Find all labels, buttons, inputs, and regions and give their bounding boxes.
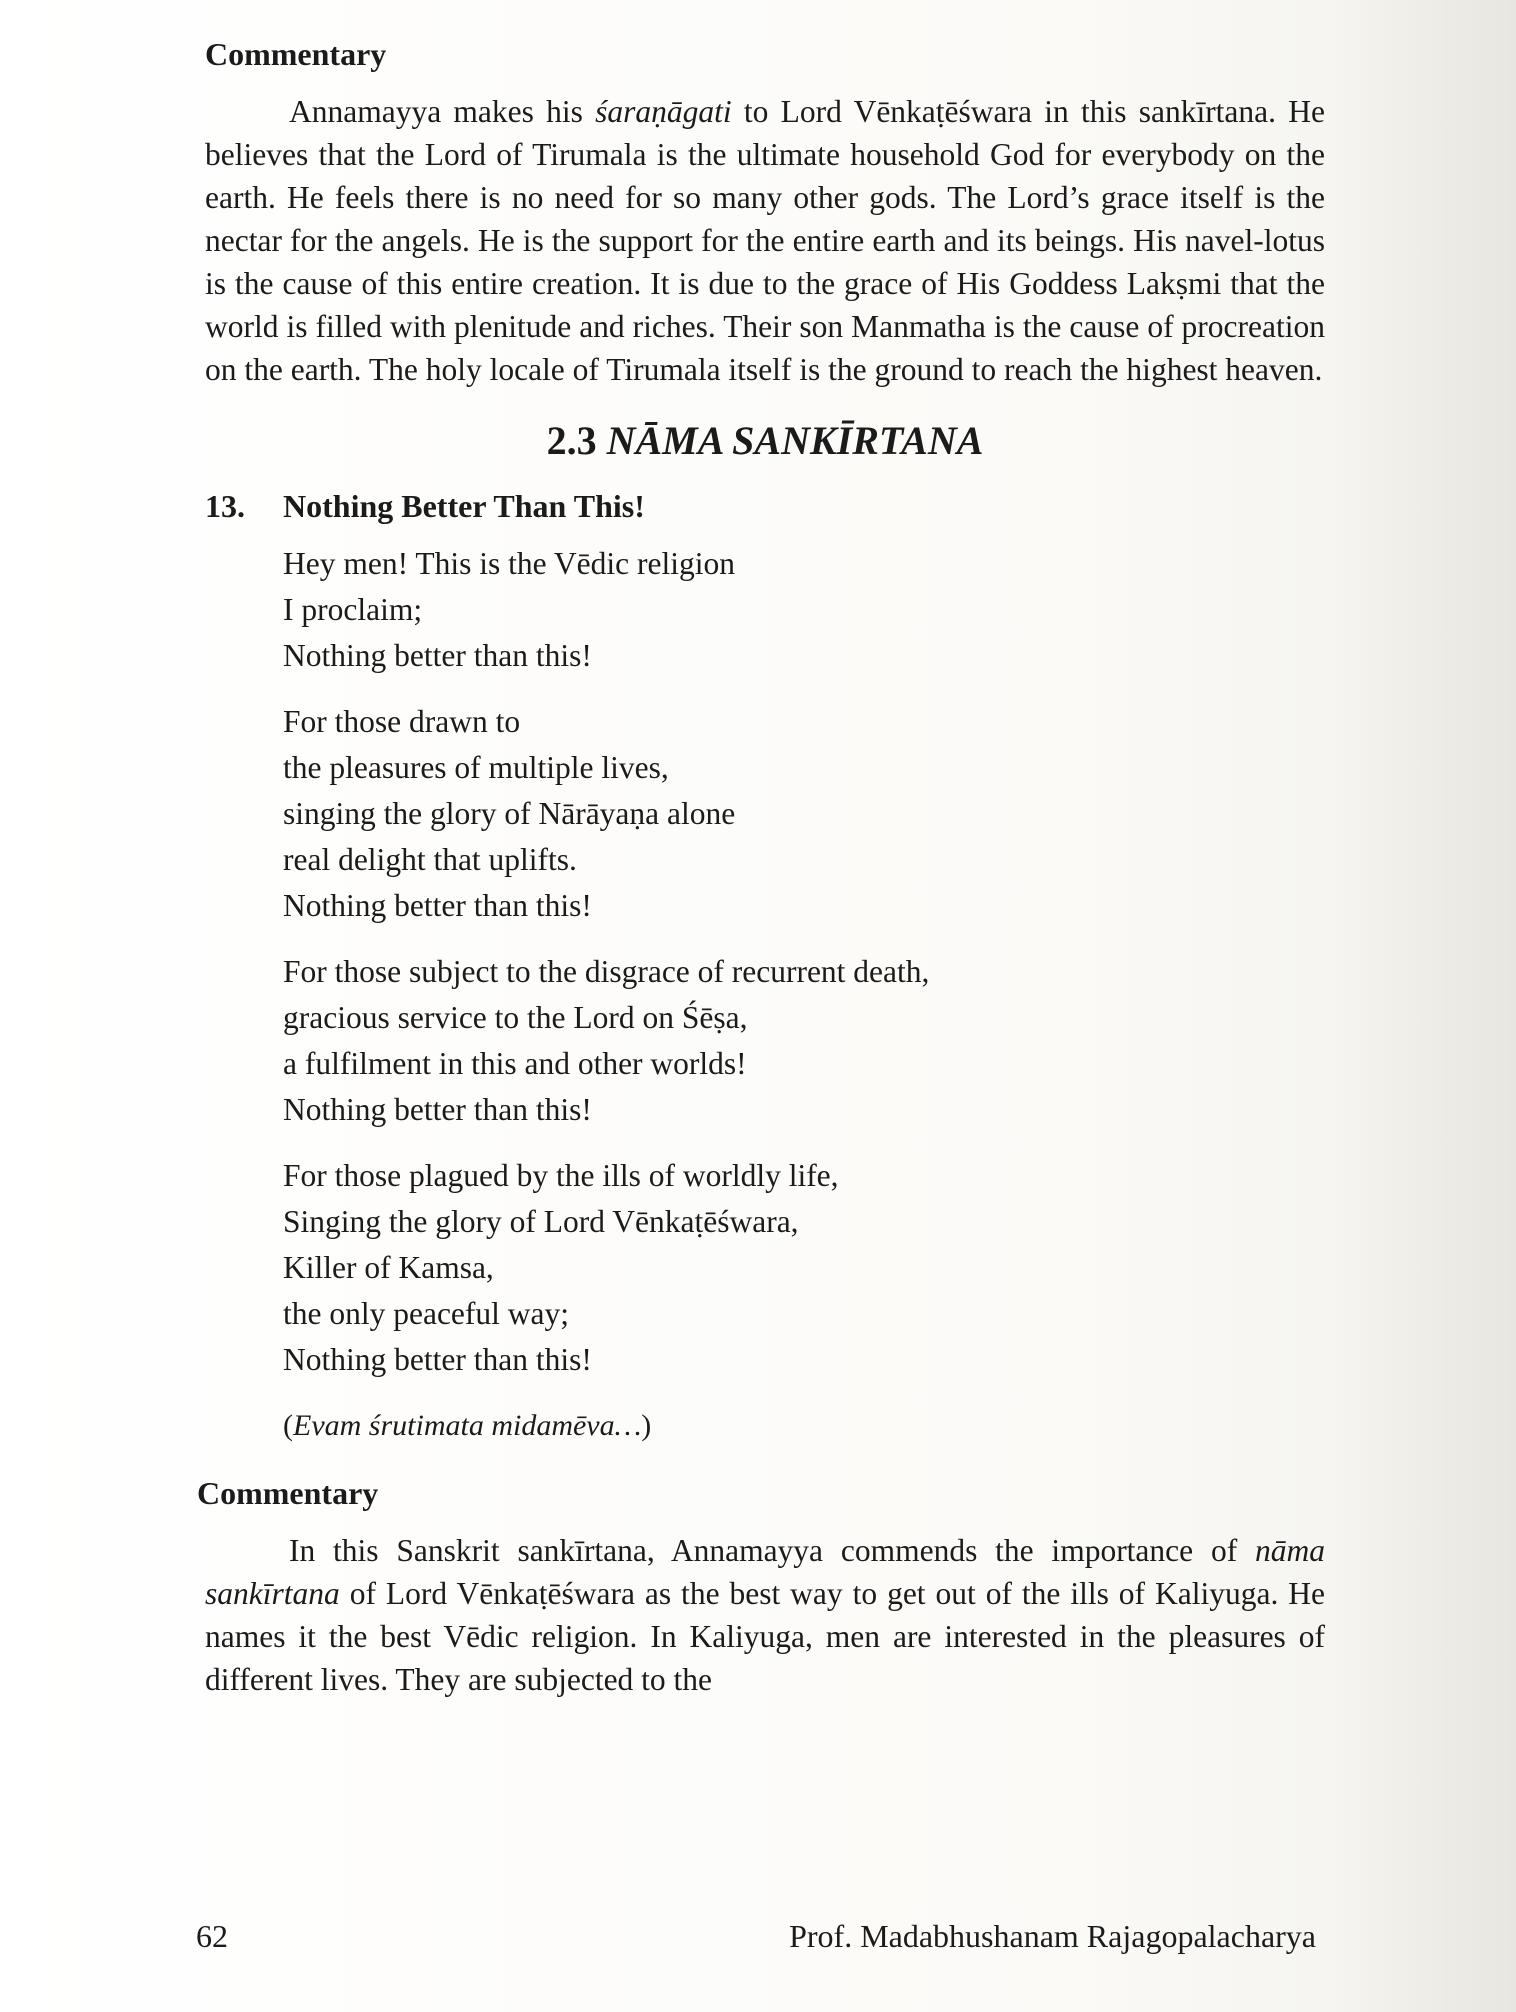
- page-footer: [196, 1916, 1316, 1956]
- incipit-close-paren: ): [641, 1409, 652, 1442]
- poem-line: For those plagued by the ills of worldly life,: [283, 1158, 839, 1193]
- poem-line: I proclaim;: [283, 592, 423, 627]
- poem-line: gracious service to the Lord on Śēṣa,: [283, 1000, 748, 1035]
- sanskrit-incipit: [283, 1403, 1325, 1449]
- poem-line: Singing the glory of Lord Vēnkaṭēśwara,: [283, 1204, 799, 1239]
- chapter-title: [205, 411, 1325, 471]
- commentary-text-start: Annamayya makes his: [289, 94, 596, 129]
- poem-title: Nothing Better Than This!: [283, 488, 645, 524]
- commentary-text-rest: of Lord Vēnkaṭēśwara as the best way to get out of the ills of Kaliyuga. He names it the best Vēdic religion. In Kaliyuga, men are interested in the pleasures of different lives. They are subjected to the: [205, 1576, 1325, 1697]
- incipit-text: Evam śrutimata midamēva…: [293, 1409, 642, 1442]
- commentary-heading: Commentary: [197, 1475, 379, 1511]
- poem-line: For those subject to the disgrace of recurrent death,: [283, 954, 930, 989]
- poem-line: the only peaceful way;: [283, 1296, 570, 1331]
- stanza: [283, 1153, 1325, 1383]
- poem-line: Nothing better than this!: [283, 888, 592, 923]
- commentary-heading: Commentary: [205, 36, 387, 72]
- poem-line: For those drawn to: [283, 704, 521, 739]
- page-spine-shadow: [1336, 0, 1516, 2012]
- poem-line: Hey men! This is the Vēdic religion: [283, 546, 735, 581]
- saranagati-term: śaraṇāgati: [595, 94, 732, 129]
- chapter-number: 2.3: [546, 418, 597, 463]
- commentary-text-rest: to Lord Vēnkaṭēśwara in this sankīrtana. He believes that the Lord of Tirumala is the ultimate household God for everybody on the earth. He feels there is no need for so many other gods. The Lord’s grace itself is the nectar for the angels. He is the support for the entire earth and its beings. His navel-lotus is the cause of this entire creation. It is due to the grace of His Goddess Lakṣmi that the world is filled with plenitude and riches. Their son Manmatha is the cause of procreation on the earth. The holy locale of Tirumala itself is the ground to reach the highest heaven.: [205, 94, 1325, 387]
- chapter-name: NĀMA SANKĪRTANA: [606, 418, 984, 463]
- stanza: [283, 541, 1325, 679]
- stanza: [283, 699, 1325, 929]
- poem-heading: [205, 483, 1325, 529]
- page-number: 62: [196, 1918, 228, 1954]
- poem-line: Nothing better than this!: [283, 1092, 592, 1127]
- commentary-paragraph: [205, 90, 1325, 391]
- author-name: Prof. Madabhushanam Rajagopalacharya: [789, 1918, 1316, 1954]
- poem-line: a fulfilment in this and other worlds!: [283, 1046, 747, 1081]
- poem-number: 13.: [205, 488, 245, 524]
- poem-line: real delight that uplifts.: [283, 842, 577, 877]
- nama-sankirtana-term: nāma sankīrtana: [205, 1533, 1325, 1611]
- poem-line: Nothing better than this!: [283, 1342, 592, 1377]
- incipit-open-paren: (: [283, 1409, 293, 1442]
- commentary-paragraph: [205, 1529, 1325, 1701]
- page-content: [197, 28, 1325, 1701]
- commentary-text-start: In this Sanskrit sankīrtana, Annamayya commends the importance of: [289, 1533, 1255, 1568]
- poem-line: singing the glory of Nārāyaṇa alone: [283, 796, 736, 831]
- poem-line: Killer of Kamsa,: [283, 1250, 494, 1285]
- poem-line: Nothing better than this!: [283, 638, 592, 673]
- stanza: [283, 949, 1325, 1133]
- poem-body: [283, 541, 1325, 1449]
- poem-line: the pleasures of multiple lives,: [283, 750, 669, 785]
